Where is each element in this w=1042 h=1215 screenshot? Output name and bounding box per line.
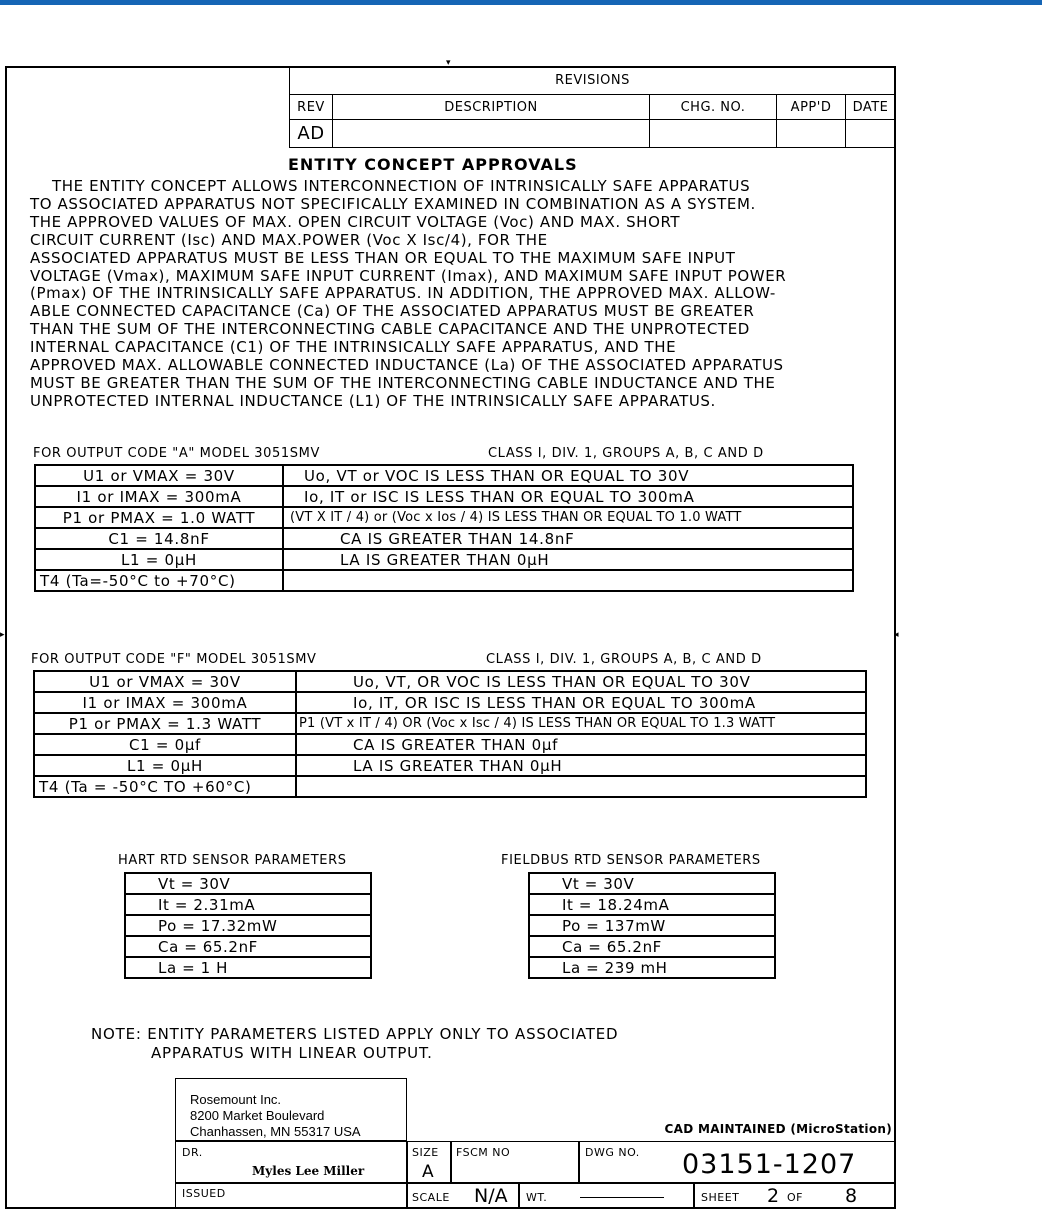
size-box: [407, 1141, 451, 1183]
scale-box: [407, 1183, 519, 1209]
code-f-condition: P1 (VT x IT / 4) OR (Voc x Isc / 4) IS LESS THAN OR EQUAL TO 1.3 WATT: [296, 713, 866, 734]
table-row: [125, 894, 371, 915]
code-a-param: U1 or VMAX = 30V: [35, 465, 283, 486]
size-value: A: [422, 1162, 434, 1182]
table-row: [34, 776, 866, 797]
description-header: DESCRIPTION: [333, 95, 650, 120]
fscm-box: [451, 1141, 579, 1183]
code-a-condition: CA IS GREATER THAN 14.8nF: [283, 528, 853, 549]
date-value: [846, 120, 896, 148]
code-a-condition: LA IS GREATER THAN 0μH: [283, 549, 853, 570]
table-row: [529, 873, 775, 894]
table-row: [125, 873, 371, 894]
table-row: [529, 915, 775, 936]
rev-header: REV: [290, 95, 333, 120]
table-row: [35, 486, 853, 507]
description-value: [333, 120, 650, 148]
of-label: OF: [787, 1191, 803, 1204]
paragraph-line: APPROVED MAX. ALLOWABLE CONNECTED INDUCTANCE (La) OF THE ASSOCIATED APPARATUS: [30, 356, 784, 375]
fieldbus-param: Vt = 30V: [529, 873, 775, 894]
table-row: [125, 936, 371, 957]
table-row: [35, 507, 853, 528]
code-f-condition: Io, IT, OR ISC IS LESS THAN OR EQUAL TO 300mA: [296, 692, 866, 713]
revisions-title: REVISIONS: [290, 67, 896, 95]
cad-box: [407, 1078, 896, 1141]
code-f-condition: Uo, VT, OR VOC IS LESS THAN OR EQUAL TO 30V: [296, 671, 866, 692]
weight-blank-line: [580, 1197, 664, 1198]
paragraph-line: THE APPROVED VALUES OF MAX. OPEN CIRCUIT VOLTAGE (Voc) AND MAX. SHORT: [30, 212, 681, 231]
fieldbus-param: Ca = 65.2nF: [529, 936, 775, 957]
code-a-header: FOR OUTPUT CODE "A" MODEL 3051SMV: [33, 446, 320, 461]
paragraph-line: THAN THE SUM OF THE INTERCONNECTING CABLE CAPACITANCE AND THE UNPROTECTED: [30, 320, 750, 339]
fieldbus-param: Po = 137mW: [529, 915, 775, 936]
hart-param: La = 1 H: [125, 957, 371, 978]
revisions-table: [289, 66, 896, 148]
code-a-condition: Io, IT or ISC IS LESS THAN OR EQUAL TO 300mA: [283, 486, 853, 507]
hart-param: Vt = 30V: [125, 873, 371, 894]
code-a-condition: [283, 570, 853, 591]
code-f-param: T4 (Ta = -50°C TO +60°C): [34, 776, 296, 797]
dwg-label: DWG NO.: [585, 1146, 640, 1159]
fieldbus-title: FIELDBUS RTD SENSOR PARAMETERS: [501, 853, 761, 868]
note-line-2: APPARATUS WITH LINEAR OUTPUT.: [151, 1044, 433, 1062]
center-mark-right: ◂: [894, 630, 899, 640]
table-row: [529, 894, 775, 915]
code-f-table: [33, 670, 867, 798]
appd-header: APP'D: [777, 95, 846, 120]
code-f-param: I1 or IMAX = 300mA: [34, 692, 296, 713]
top-accent-bar: [0, 0, 1042, 5]
code-f-header: FOR OUTPUT CODE "F" MODEL 3051SMV: [31, 652, 317, 667]
scale-value: N/A: [474, 1185, 508, 1207]
fieldbus-param: La = 239 mH: [529, 957, 775, 978]
scale-label: SCALE: [412, 1191, 450, 1204]
table-row: [34, 671, 866, 692]
company-address: [190, 1092, 361, 1140]
code-f-param: C1 = 0μf: [34, 734, 296, 755]
paragraph-line: ABLE CONNECTED CAPACITANCE (Ca) OF THE ASSOCIATED APPARATUS MUST BE GREATER: [30, 302, 755, 321]
table-row: [34, 713, 866, 734]
code-a-param: P1 or PMAX = 1.0 WATT: [35, 507, 283, 528]
code-f-param: P1 or PMAX = 1.3 WATT: [34, 713, 296, 734]
code-f-condition: [296, 776, 866, 797]
paragraph-line: THE ENTITY CONCEPT ALLOWS INTERCONNECTION OF INTRINSICALLY SAFE APPARATUS: [52, 177, 751, 195]
paragraph-line: ASSOCIATED APPARATUS MUST BE LESS THAN OR EQUAL TO THE MAXIMUM SAFE INPUT: [30, 248, 736, 267]
dwg-box: [579, 1141, 896, 1183]
code-a-condition: (VT X IT / 4) or (Voc x Ios / 4) IS LESS THAN OR EQUAL TO 1.0 WATT: [283, 507, 853, 528]
fscm-label: FSCM NO: [456, 1146, 511, 1159]
weight-box: [519, 1183, 694, 1209]
drawn-by-signature: Myles Lee Miller: [252, 1164, 365, 1178]
paragraph-line: UNPROTECTED INTERNAL INDUCTANCE (L1) OF THE INTRINSICALLY SAFE APPARATUS.: [30, 391, 716, 410]
table-row: [34, 755, 866, 776]
chg-no-header: CHG. NO.: [650, 95, 777, 120]
code-a-param: C1 = 14.8nF: [35, 528, 283, 549]
code-f-condition: LA IS GREATER THAN 0μH: [296, 755, 866, 776]
company-address-2: Chanhassen, MN 55317 USA: [190, 1124, 361, 1139]
table-row: [35, 570, 853, 591]
paragraph-line: MUST BE GREATER THAN THE SUM OF THE INTERCONNECTING CABLE INDUCTANCE AND THE: [30, 373, 776, 392]
issued-box: [175, 1183, 407, 1209]
paragraph-line: VOLTAGE (Vmax), MAXIMUM SAFE INPUT CURRENT (Imax), AND MAXIMUM SAFE INPUT POWER: [30, 266, 787, 285]
of-value: 8: [845, 1185, 858, 1207]
fieldbus-param: It = 18.24mA: [529, 894, 775, 915]
company-name: Rosemount Inc.: [190, 1092, 282, 1107]
hart-param: It = 2.31mA: [125, 894, 371, 915]
code-a-param: T4 (Ta=-50°C to +70°C): [35, 570, 283, 591]
sheet-label: SHEET: [701, 1191, 740, 1204]
sheet-box: [694, 1183, 896, 1209]
hart-title: HART RTD SENSOR PARAMETERS: [118, 853, 347, 868]
code-a-class: CLASS I, DIV. 1, GROUPS A, B, C AND D: [488, 446, 764, 461]
entity-title: ENTITY CONCEPT APPROVALS: [288, 155, 578, 174]
center-mark-top: ▾: [446, 58, 451, 68]
company-address-1: 8200 Market Boulevard: [190, 1108, 325, 1123]
cad-maintained: CAD MAINTAINED (MicroStation): [664, 1122, 892, 1136]
code-f-class: CLASS I, DIV. 1, GROUPS A, B, C AND D: [486, 652, 762, 667]
table-row: [125, 957, 371, 978]
paragraph-line: (Pmax) OF THE INTRINSICALLY SAFE APPARATUS. IN ADDITION, THE APPROVED MAX. ALLOW-: [30, 284, 776, 303]
code-f-param: L1 = 0μH: [34, 755, 296, 776]
dr-label: DR.: [182, 1146, 203, 1159]
company-box: [175, 1078, 407, 1141]
paragraph-line: TO ASSOCIATED APPARATUS NOT SPECIFICALLY EXAMINED IN COMBINATION AS A SYSTEM.: [30, 194, 756, 213]
paragraph-line: INTERNAL CAPACITANCE (C1) OF THE INTRINSICALLY SAFE APPARATUS, AND THE: [30, 338, 677, 357]
note-line-1: NOTE: ENTITY PARAMETERS LISTED APPLY ONLY TO ASSOCIATED: [91, 1025, 619, 1043]
table-row: [34, 692, 866, 713]
entity-paragraph: [30, 178, 890, 411]
fieldbus-table: [528, 872, 776, 979]
table-row: [529, 957, 775, 978]
date-header: DATE: [846, 95, 896, 120]
wt-label: WT.: [526, 1191, 548, 1204]
drawn-by-box: [175, 1141, 407, 1183]
code-f-param: U1 or VMAX = 30V: [34, 671, 296, 692]
sheet-value: 2: [767, 1185, 780, 1207]
center-mark-left: ▸: [0, 630, 5, 640]
size-label: SIZE: [412, 1146, 439, 1159]
code-a-param: I1 or IMAX = 300mA: [35, 486, 283, 507]
issued-label: ISSUED: [182, 1187, 226, 1200]
table-row: [35, 528, 853, 549]
hart-param: Po = 17.32mW: [125, 915, 371, 936]
appd-value: [777, 120, 846, 148]
code-f-condition: CA IS GREATER THAN 0μf: [296, 734, 866, 755]
table-row: [529, 936, 775, 957]
rev-value: AD: [290, 120, 333, 148]
hart-table: [124, 872, 372, 979]
code-a-table: [34, 464, 854, 592]
hart-param: Ca = 65.2nF: [125, 936, 371, 957]
code-a-param: L1 = 0μH: [35, 549, 283, 570]
table-row: [125, 915, 371, 936]
title-block: [175, 1078, 896, 1209]
table-row: [35, 465, 853, 486]
table-row: [34, 734, 866, 755]
code-a-condition: Uo, VT or VOC IS LESS THAN OR EQUAL TO 30V: [283, 465, 853, 486]
table-row: [35, 549, 853, 570]
drawing-number: 03151-1207: [682, 1149, 857, 1180]
chg-no-value: [650, 120, 777, 148]
paragraph-line: CIRCUIT CURRENT (Isc) AND MAX.POWER (Voc X Isc/4), FOR THE: [30, 230, 548, 249]
